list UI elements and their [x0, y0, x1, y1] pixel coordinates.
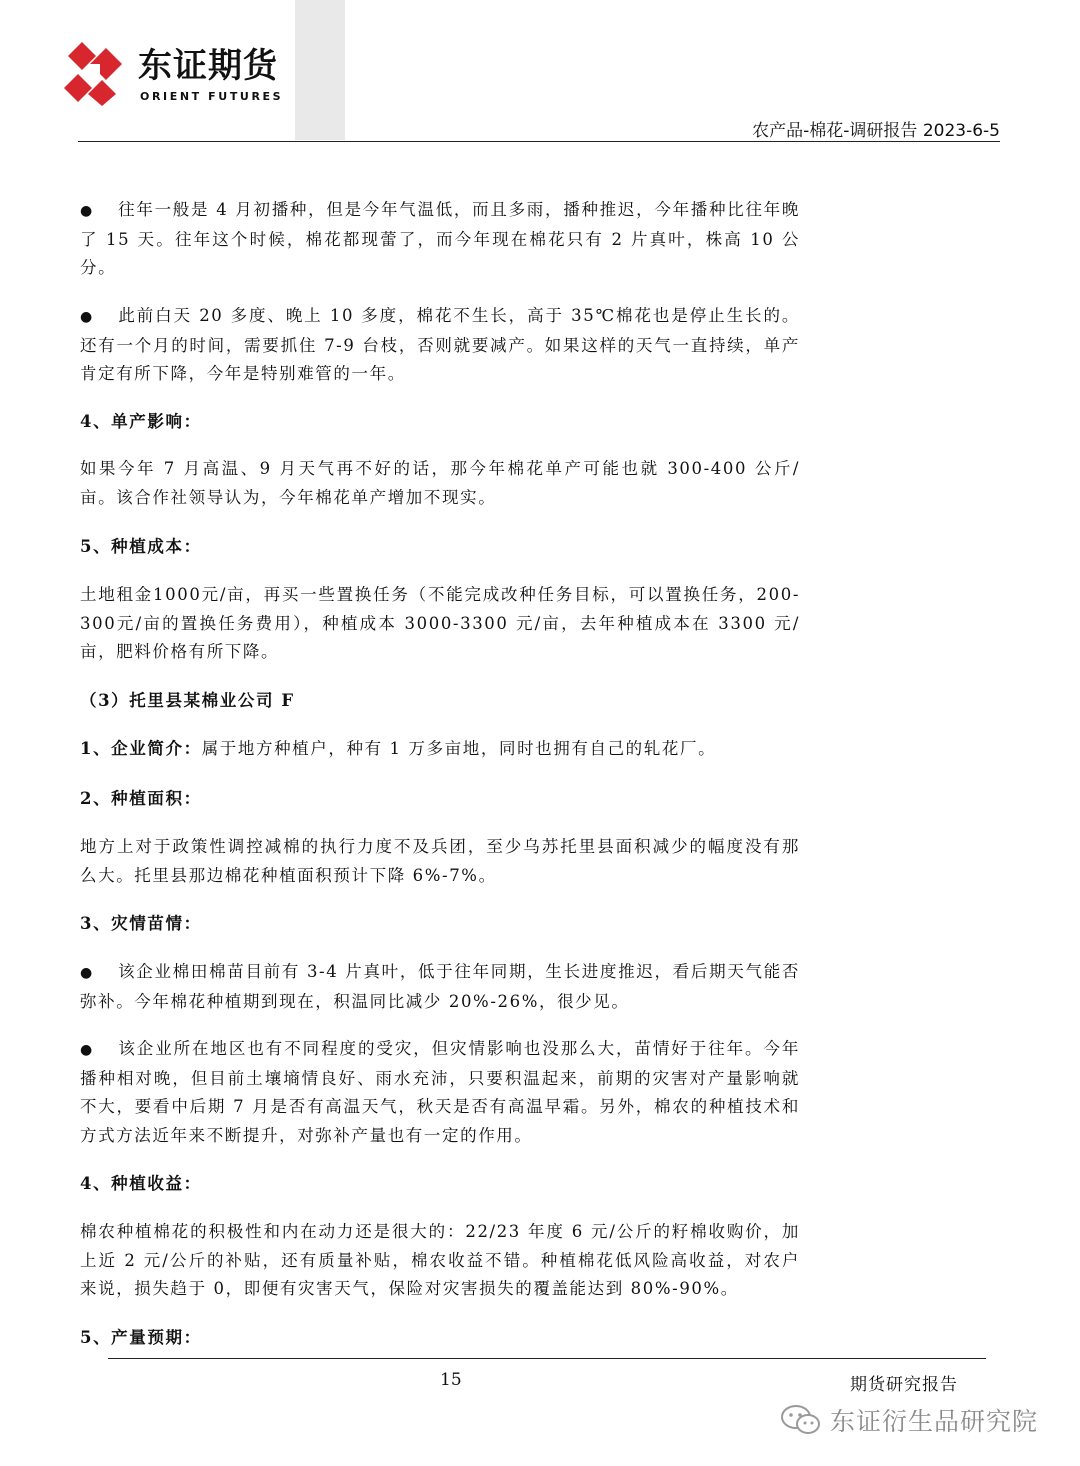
watermark-text: 东证衍生品研究院: [830, 1407, 1039, 1436]
wechat-icon: [780, 1404, 822, 1436]
paragraph: 如果今年 7 月高温、9 月天气再不好的话，那今年棉花单产可能也就 300-400 公斤/亩。该合作社领导认为，今年棉花单产增加不现实。: [80, 459, 800, 507]
footer-divider: [108, 1358, 986, 1359]
bullet-icon: ●: [80, 309, 94, 325]
orient-logo-icon: [62, 40, 126, 106]
section-heading: 2、种植面积：: [80, 789, 202, 808]
watermark: [780, 1400, 1050, 1440]
footer-label: 期货研究报告: [850, 1375, 958, 1395]
page-number: 15: [440, 1370, 462, 1390]
bullet-paragraph: ● 此前白天 20 多度、晚上 10 多度，棉花不生长，高于 35℃棉花也是停止生长的。还有一个月的时间，需要抓住 7-9 台枝，否则就要减产。如果这样的天气一直持续，单产肯定有所下降，今年是特别难管的一年。: [80, 302, 800, 389]
paragraph: 棉农种植棉花的积极性和内在动力还是很大的：22/23 年度 6 元/公斤的籽棉收购价，加上近 2 元/公斤的补贴，还有质量补贴，棉农收益不错。种植棉花低风险高收益，对农户来说，损失趋于 0，即便有灾害天气，保险对灾害损失的覆盖能达到 80%-90%。: [80, 1222, 800, 1298]
logo-chinese-name: 东证期货: [138, 46, 278, 86]
inline-heading: 1、企业简介：: [80, 739, 202, 758]
section-heading: 5、种植成本：: [80, 537, 202, 556]
bullet-paragraph: ● 往年一般是 4 月初播种，但是今年气温低，而且多雨，播种推迟，今年播种比往年晚了 15 天。往年这个时候，棉花都现蕾了，而今年现在棉花只有 2 片真叶，株高 10 公分。: [80, 196, 800, 283]
paragraph: 1、企业简介：属于地方种植户，种有 1 万多亩地，同时也拥有自己的轧花厂。: [80, 739, 717, 758]
bullet-paragraph: ● 该企业所在地区也有不同程度的受灾，但灾情影响也没那么大，苗情好于往年。今年播种相对晚，但目前土壤墒情良好、雨水充沛，只要积温起来，前期的灾害对产量影响就不大，要看中后期 7 月是否有高温天气，秋天是否有高温早霜。另外，棉农的种植技术和方式方法近年来不断提升，对弥补产量也有一定的作用。: [80, 1035, 800, 1150]
section-heading: 4、种植收益：: [80, 1174, 202, 1193]
logo-english-name: ORIENT FUTURES: [140, 90, 284, 103]
paragraph: 地方上对于政策性调控减棉的执行力度不及兵团，至少乌苏托里县面积减少的幅度没有那么大。托里县那边棉花种植面积预计下降 6%-7%。: [80, 837, 800, 885]
bullet-icon: ●: [80, 203, 94, 219]
bullet-icon: ●: [80, 1042, 94, 1058]
bullet-paragraph: ● 该企业棉田棉苗目前有 3-4 片真叶，低于往年同期，生长进度推迟，看后期天气能否弥补。今年棉花种植期到现在，积温同比减少 20%-26%，很少见。: [80, 958, 800, 1016]
bullet-icon: ●: [80, 965, 94, 981]
header-band: [295, 0, 345, 140]
section-heading: 5、产量预期：: [80, 1328, 202, 1347]
header-divider: [78, 141, 1000, 142]
logo: [62, 40, 292, 110]
section-heading: 3、灾情苗情：: [80, 914, 202, 933]
section-heading: 4、单产影响：: [80, 412, 202, 431]
report-header-title: 农产品-棉花-调研报告 2023-6-5: [752, 121, 1000, 141]
paragraph: 土地租金1000元/亩，再买一些置换任务（不能完成改种任务目标，可以置换任务，200-300元/亩的置换任务费用），种植成本 3000-3300 元/亩，去年种植成本在 3300 元/亩，肥料价格有所下降。: [80, 585, 800, 661]
company-heading: （3）托里县某棉业公司 F: [80, 691, 295, 710]
